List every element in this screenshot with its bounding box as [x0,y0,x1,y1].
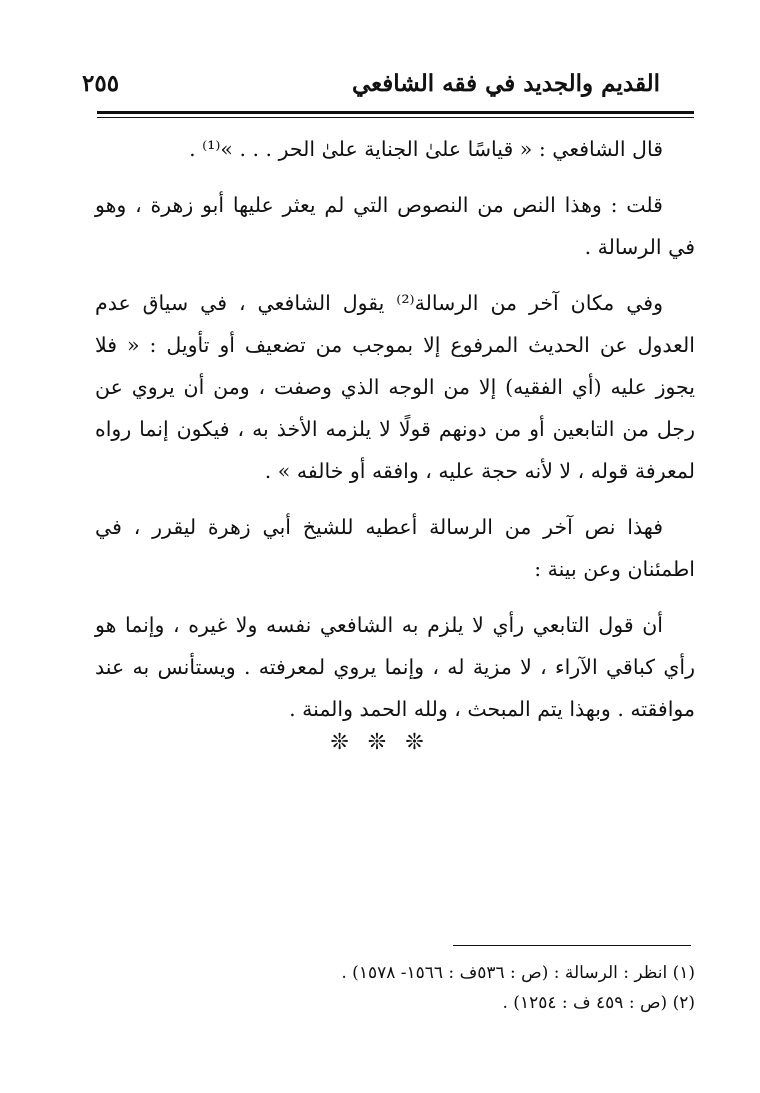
footnotes [200,958,695,1018]
running-header-title: القديم والجديد في فقه الشافعي [351,70,660,97]
paragraph-2: قلت : وهذا النص من النصوص التي لم يعثر عليها أبو زهرة ، وهو في الرسالة . [95,193,695,259]
footnote-1: (١) انظر : الرسالة : (ص : ٥٣٦ف : ١٥٦٦- ١٥٧٨) . [341,963,695,983]
header-rule-thin [97,117,694,118]
paragraph-4: فهذا نص آخر من الرسالة أعطيه للشيخ أبي زهرة ليقرر ، في اطمئنان وعن بينة : [95,515,695,581]
paragraph-3: وفي مكان آخر من الرسالة⁽²⁾ يقول الشافعي ، في سياق عدم العدول عن الحديث المرفوع إلا بموجب من تضعيف أو تأويل : « فلا يجوز عليه (أي الفقيه) إلا من الوجه الذي وصفت ، ومن أن يروي عن رجل من التابعين أو من دونهم قولًا لا يلزمه الأخذ به ، فيكون إنما رواه لمعرفة قوله ، لا لأنه حجة عليه ، وافقه أو خالفه » . [95,291,695,483]
page-number: ٢٥٥ [82,70,120,97]
paragraph-1: قال الشافعي : « قياسًا علىٰ الجناية علىٰ الحر . . . »⁽¹⁾ . [189,137,663,161]
header-rule-thick [97,111,694,114]
main-text [95,128,695,730]
section-separator: ❊ ❊ ❊ [330,730,430,755]
paragraph-5: أن قول التابعي رأي لا يلزم به الشافعي نفسه ولا غيره ، وإنما هو رأي كباقي الآراء ، لا مزية له ، وإنما يروي لمعرفته . ويستأنس به عند موافقته . وبهذا يتم المبحث ، ولله الحمد والمنة . [95,613,695,721]
footnote-2: (٢) (ص : ٤٥٩ ف : ١٢٥٤) . [502,993,695,1013]
footnote-rule [453,945,691,946]
